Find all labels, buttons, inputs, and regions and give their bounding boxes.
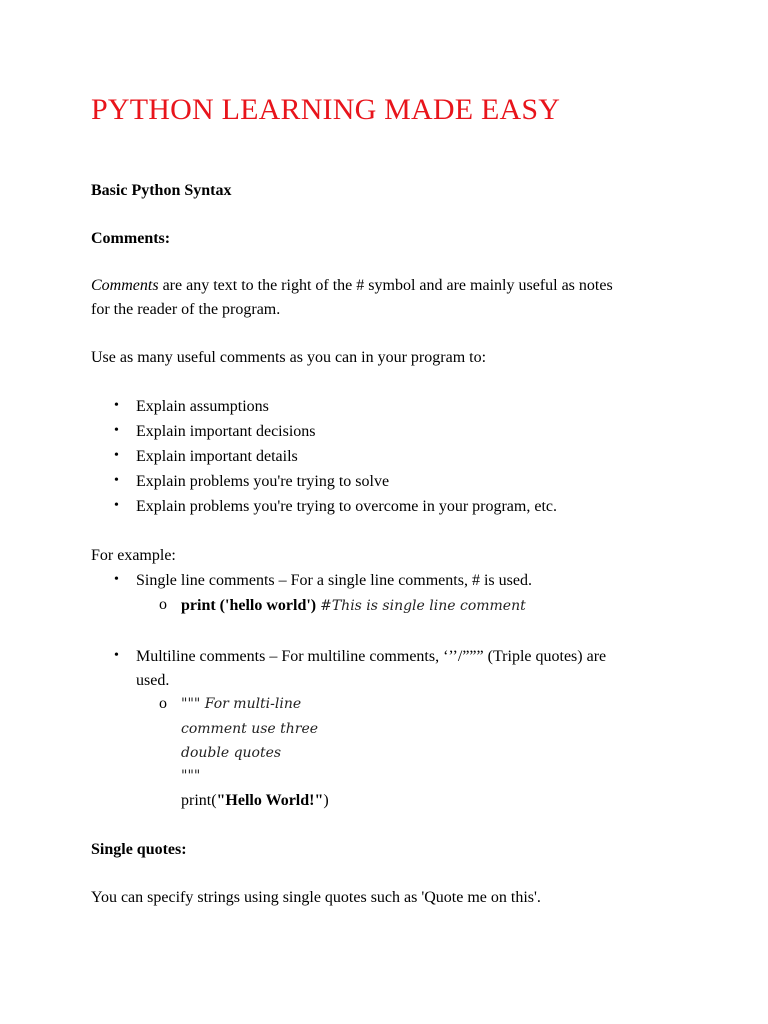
bullet-marker: • [114,473,119,488]
comments-term: Comments [91,277,159,294]
code-suffix: ) [310,597,321,614]
list-item: Explain important decisions [136,423,316,440]
sub-bullet-marker: o [159,596,167,613]
code-suffix: ) [323,792,329,809]
section-heading: Basic Python Syntax [91,182,232,199]
code-print: print ( [181,597,225,614]
list-item: Explain problems you're trying to solve [136,473,390,490]
single-line-code-example [181,596,526,616]
multiline-code-line: """ For multi-line [181,696,302,712]
comments-intro-line2: for the reader of the program. [91,301,281,318]
bullet-marker: • [114,398,119,413]
single-quotes-heading: Single quotes: [91,841,187,858]
single-line-comments-text: Single line comments – For a single line comments, # is used. [136,572,532,589]
code-string: 'hello world' [225,597,311,614]
bullet-marker: • [114,423,119,438]
bullet-marker: • [114,572,119,587]
multiline-code-line: double quotes [181,745,282,761]
code-print: print( [181,792,217,809]
comments-intro-rest: are any text to the right of the # symbol and are mainly useful as notes [158,277,613,294]
list-item: Explain important details [136,448,298,465]
comments-heading: Comments: [91,230,171,247]
multiline-comments-text-line2: used. [136,672,170,689]
comments-intro-line1 [91,276,613,296]
sub-bullet-marker: o [159,695,167,712]
multiline-code-line: comment use three [181,721,319,737]
list-item: Explain assumptions [136,398,269,415]
multiline-print-example [181,791,329,811]
bullet-marker: • [114,498,119,513]
multiline-code-line: """ [181,768,201,784]
code-comment: #This is single line comment [320,598,526,614]
page-title: PYTHON LEARNING MADE EASY [91,93,561,126]
use-comments-line: Use as many useful comments as you can in your program to: [91,349,487,366]
multiline-comments-text-line1: Multiline comments – For multiline comments, ‘’’/””” (Triple quotes) are [136,648,607,665]
for-example-label: For example: [91,547,176,564]
bullet-marker: • [114,648,119,663]
single-quotes-text: You can specify strings using single quotes such as 'Quote me on this'. [91,889,541,906]
bullet-marker: • [114,448,119,463]
list-item: Explain problems you're trying to overcome in your program, etc. [136,498,557,515]
code-string: "Hello World!" [216,792,324,809]
